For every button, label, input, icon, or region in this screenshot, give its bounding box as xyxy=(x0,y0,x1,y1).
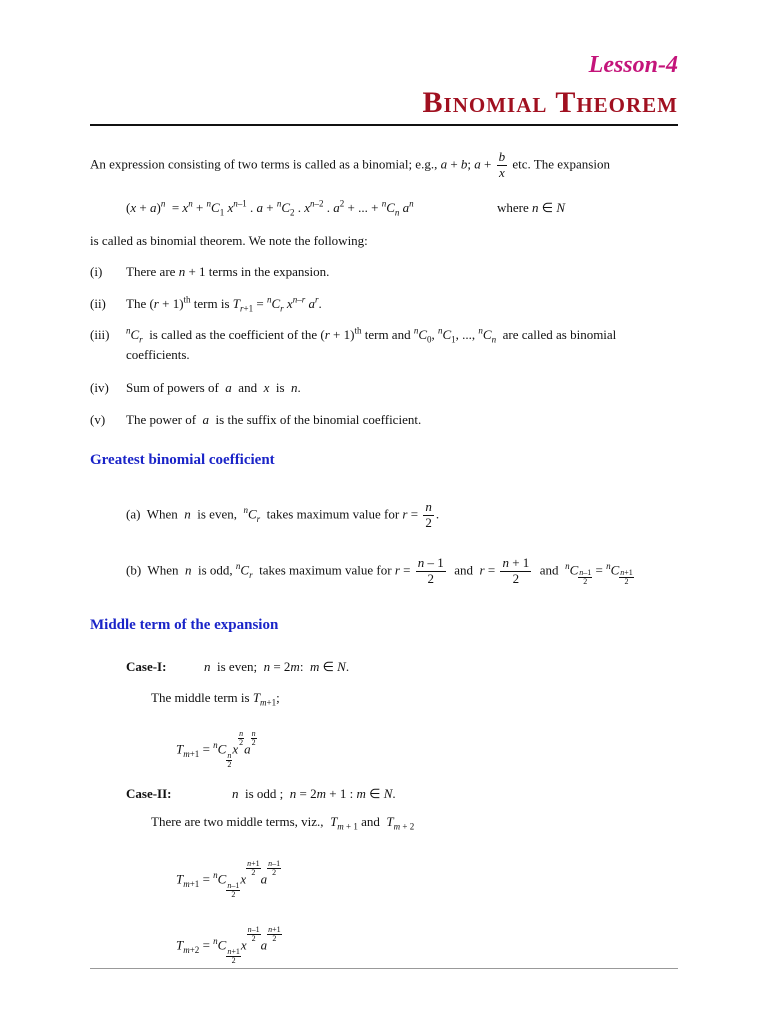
formula-condition: where n ∈ N xyxy=(497,200,566,215)
case2-middle-text: There are two middle terms, viz., $T_{m + 1}$ and $T_{m + 2}$ xyxy=(151,814,415,832)
list-label-2: (ii) xyxy=(90,296,106,311)
list-item-3: $^nC_r$ is called as the coefficient of the $(r + 1)^{th}$ term and $^nC_0$, $^nC_1$, ..., $^nC_n$ are called as binomial coefficients. xyxy=(126,325,617,362)
case2-formula-1: $T_{m+1} = ^nC$ $\frac{n-1}{2}$ x $\frac{n+1}{2}$ a $\frac{n-1}{2}$ xyxy=(176,859,281,900)
header-divider xyxy=(90,124,678,126)
greatest-case-a: (a) When n is even, $^nC_r$ takes maximum value for r = $\frac{n}{2}$ . xyxy=(126,499,440,530)
fraction-b-over-x: $\frac{b}{x}$ xyxy=(498,149,506,180)
list-label-3: (iii) xyxy=(90,327,110,342)
list-item-2: The $(r + 1)^{th}$ term is $T_{r+1} = ^nC_r$ $x^{n-r}$ $a^r$. xyxy=(126,294,322,314)
fraction-n-over-2: $\frac{n}{2}$ xyxy=(425,499,432,530)
list-item-4: Sum of powers of a and x is n. xyxy=(126,380,301,395)
case2-text: n is odd ; n = 2m + 1 : m ∈ N. xyxy=(232,786,396,801)
case1-label: Case-I: xyxy=(126,659,167,674)
greatest-case-b: (b) When n is odd, $^nC_r$ takes maximum value for r = $\frac{n - 1}{2}$ and r = $\frac{n + 1}{2}$ and $^n$C $\frac{n-1}{2}$ = $^n$C $\frac{n+1}{2}$ xyxy=(126,555,633,587)
list-item-5: The power of a is the suffix of the binomial coefficient. xyxy=(126,412,422,427)
list-label-1: (i) xyxy=(90,264,103,279)
list-label-4: (iv) xyxy=(90,380,109,395)
section-heading-greatest: Greatest binomial coefficient xyxy=(90,452,275,468)
list-label-5: (v) xyxy=(90,412,106,427)
list-item-1: There are n + 1 terms in the expansion. xyxy=(126,264,330,279)
intro-text: An expression consisting of two terms is called as a binomial; e.g., xyxy=(90,156,438,172)
intro-conclusion: is called as binomial theorem. We note the following: xyxy=(90,233,368,248)
intro-after: etc. The expansion xyxy=(512,156,610,172)
case1-formula: $T_{m+1} = ^nC$ $\frac{n}{2}$ x $\frac{n}{2}$ a $\frac{n}{2}$ xyxy=(176,729,256,770)
case1-middle-text: The middle term is $T_{m+1}$; xyxy=(151,690,280,708)
section-heading-middle: Middle term of the expansion xyxy=(90,617,279,633)
case2-label: Case-II: xyxy=(126,786,172,801)
page-title: Binomial Theorem xyxy=(422,86,678,119)
footer-divider xyxy=(90,968,678,969)
case1-text: n is even; n = 2m: m ∈ N. xyxy=(204,659,350,674)
intro-line: An expression consisting of two terms is called as a binomial; e.g., a + b; a + $\frac{b}{x}$ etc. The expansion xyxy=(90,149,610,180)
case2-formula-2: $T_{m+2} = ^nC$ $\frac{n+1}{2}$ x $\frac{n-1}{2}$ a $\frac{n+1}{2}$ xyxy=(176,925,281,966)
binomial-formula: $(x + a)^n = x^n + ^nC_1$ $x^{n-1}$ . $a + ^nC_2$ . $x^{n-2}$ . $a^2$ + ... + $^nC_n$ $a^n$ xyxy=(126,198,414,218)
lesson-label: Lesson-4 xyxy=(588,52,678,78)
